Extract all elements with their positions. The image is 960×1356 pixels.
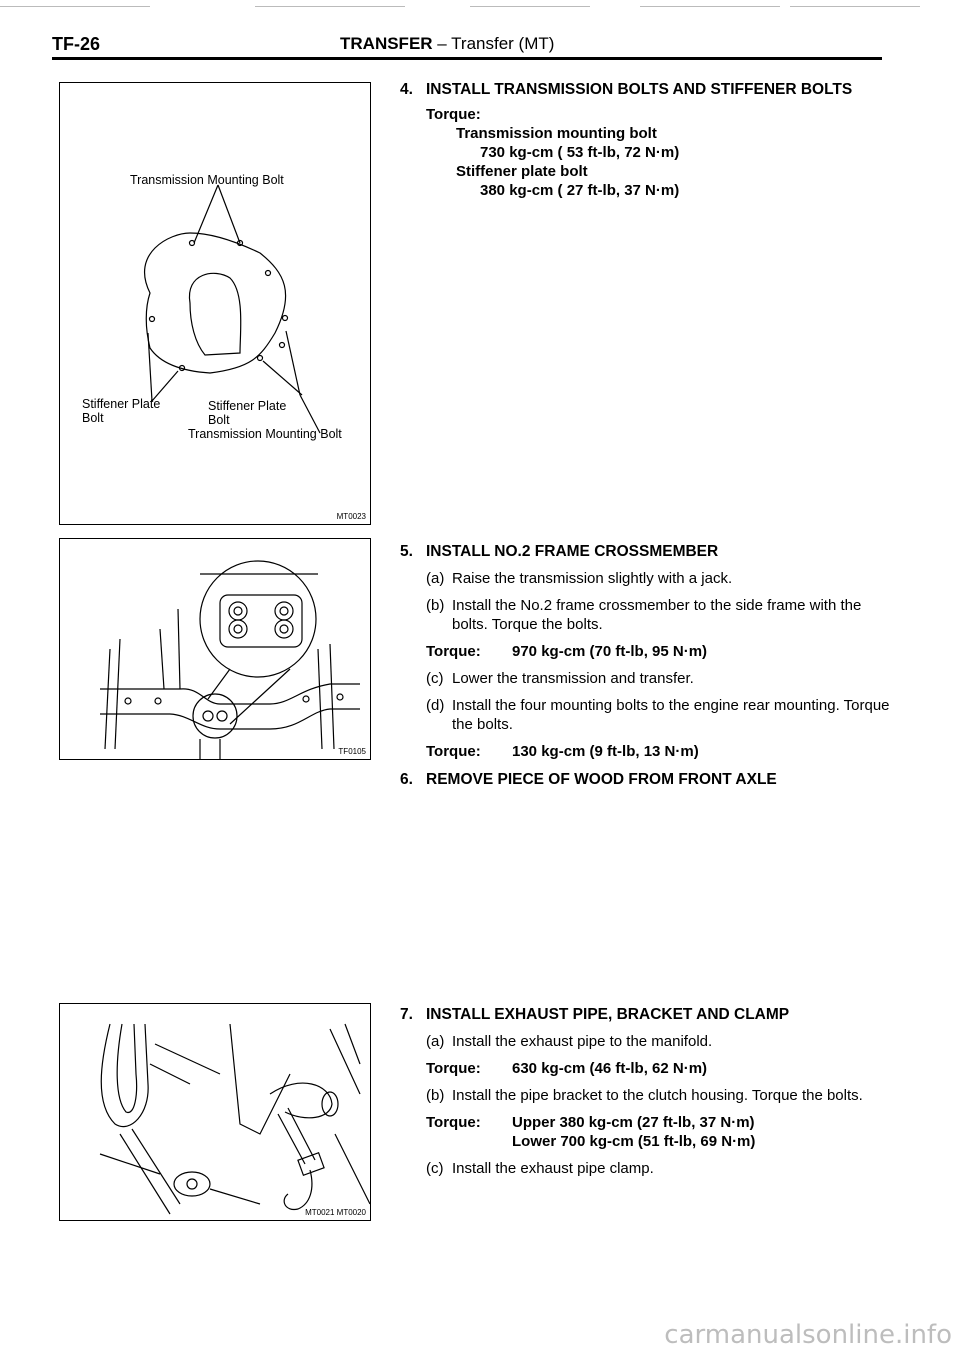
step-5-a-letter: (a) <box>426 570 445 587</box>
figure-crossmember <box>59 538 371 760</box>
fig1-label-bottom: Transmission Mounting Bolt <box>188 427 342 441</box>
figure-bolt-layout <box>59 82 371 525</box>
step-5-d <box>400 696 900 734</box>
step-5 <box>400 542 900 761</box>
fig2-code: TF0105 <box>338 747 366 756</box>
step-4-item2: Stiffener plate bolt <box>456 163 588 180</box>
step-7-c-text: Install the exhaust pipe clamp. <box>452 1160 654 1177</box>
step-5-title <box>400 542 900 561</box>
step-6-number: 6. <box>400 771 413 788</box>
step-5-torque-1-value: 970 kg-cm (70 ft-lb, 95 N·m) <box>512 643 708 660</box>
step-7-torque-1-value: 630 kg-cm (46 ft-lb, 62 N·m) <box>512 1060 708 1077</box>
step-7-c-letter: (c) <box>426 1160 444 1177</box>
step-5-b-letter: (b) <box>426 597 445 614</box>
step-4 <box>400 80 900 200</box>
step-4-item2-value: 380 kg-cm ( 27 ft-lb, 37 N·m) <box>480 182 680 199</box>
step-5-number: 5. <box>400 543 413 560</box>
step-5-d-text: Install the four mounting bolts to the engine rear mounting. Torque the bolts. <box>452 697 890 733</box>
step-7-torque-2 <box>400 1113 900 1132</box>
step-5-a-text: Raise the transmission slightly with a jack. <box>452 570 733 587</box>
step-5-b-text: Install the No.2 frame crossmember to the side frame with the bolts. Torque the bolts. <box>452 597 862 633</box>
step-4-number: 4. <box>400 81 413 98</box>
page-title <box>340 34 554 54</box>
step-7-b <box>400 1086 900 1105</box>
step-7-torque-2-label: Torque: <box>426 1114 481 1131</box>
bellhousing-diagram <box>60 83 372 526</box>
step-7-a-text: Install the exhaust pipe to the manifold. <box>452 1033 713 1050</box>
watermark: carmanualsonline.info <box>664 1320 952 1350</box>
section-title: TRANSFER <box>340 34 433 53</box>
step-6 <box>400 770 900 789</box>
step-5-torque-1-label: Torque: <box>426 643 481 660</box>
fig3-code: MT0021 MT0020 <box>305 1208 366 1217</box>
figure-exhaust-pipe <box>59 1003 371 1221</box>
exhaust-diagram <box>60 1004 372 1222</box>
step-5-torque-2-label: Torque: <box>426 743 481 760</box>
page-number: TF-26 <box>52 34 101 54</box>
step-5-b <box>400 596 900 634</box>
step-6-title-text: REMOVE PIECE OF WOOD FROM FRONT AXLE <box>426 771 777 788</box>
step-7-title <box>400 1005 900 1024</box>
step-5-torque-1 <box>400 642 900 661</box>
step-4-item1-value: 730 kg-cm ( 53 ft-lb, 72 N·m) <box>480 144 680 161</box>
step-7-number: 7. <box>400 1006 413 1023</box>
step-4-item1: Transmission mounting bolt <box>456 125 657 142</box>
step-7-torque-2b <box>400 1132 900 1151</box>
crossmember-diagram <box>60 539 372 761</box>
step-7-c <box>400 1159 900 1178</box>
fig1-label-right-1: Stiffener Plate <box>208 399 287 413</box>
step-4-torque-label: Torque: <box>426 106 481 123</box>
fig1-label-left-1: Stiffener Plate <box>82 397 161 411</box>
step-5-c-letter: (c) <box>426 670 444 687</box>
header-rule <box>52 57 882 60</box>
fig1-label-top: Transmission Mounting Bolt <box>130 173 284 187</box>
step-5-c-text: Lower the transmission and transfer. <box>452 670 694 687</box>
step-7-torque-2-upper: Upper 380 kg-cm (27 ft-lb, 37 N·m) <box>512 1114 755 1131</box>
step-4-title <box>400 80 900 99</box>
fig1-code: MT0023 <box>336 512 366 521</box>
step-7-a <box>400 1032 900 1051</box>
step-7-b-text: Install the pipe bracket to the clutch housing. Torque the bolts. <box>452 1087 863 1104</box>
step-7 <box>400 1005 900 1178</box>
fig1-label-right-2: Bolt <box>208 413 230 427</box>
step-7-torque-1-label: Torque: <box>426 1060 481 1077</box>
step-5-torque-2 <box>400 742 900 761</box>
step-5-c <box>400 669 900 688</box>
step-7-torque-2-lower: Lower 700 kg-cm (51 ft-lb, 69 N·m) <box>512 1133 756 1150</box>
scan-top-line <box>0 6 960 7</box>
step-7-torque-1 <box>400 1059 900 1078</box>
step-4-title-text: INSTALL TRANSMISSION BOLTS AND STIFFENER BOLTS <box>426 81 853 98</box>
step-7-a-letter: (a) <box>426 1033 445 1050</box>
fig1-label-left-2: Bolt <box>82 411 104 425</box>
step-5-torque-2-value: 130 kg-cm (9 ft-lb, 13 N·m) <box>512 743 699 760</box>
step-7-title-text: INSTALL EXHAUST PIPE, BRACKET AND CLAMP <box>426 1006 790 1023</box>
subsection-title: – Transfer (MT) <box>437 34 555 53</box>
step-5-d-letter: (d) <box>426 697 445 714</box>
step-5-title-text: INSTALL NO.2 FRAME CROSSMEMBER <box>426 543 719 560</box>
step-5-a <box>400 569 900 588</box>
step-6-title <box>400 770 900 789</box>
step-7-b-letter: (b) <box>426 1087 445 1104</box>
